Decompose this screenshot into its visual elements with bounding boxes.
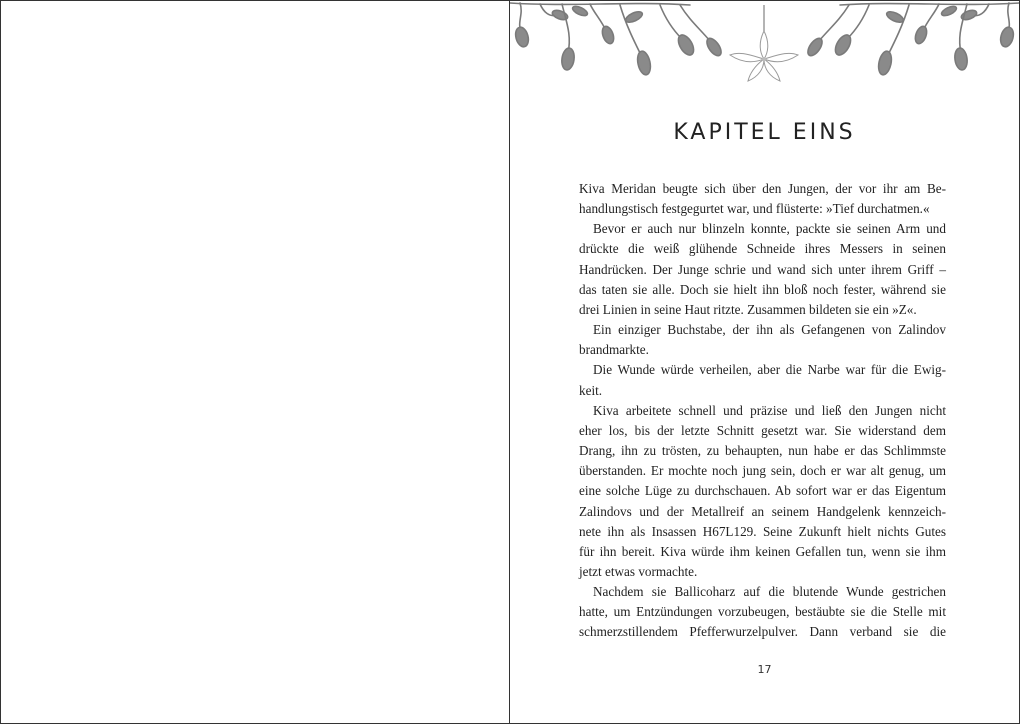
chapter-title: KAPITEL EINS [673, 119, 856, 145]
text-line: eher los, bis der letzte Schnitt gesetzt war. Sie widerstand dem [579, 422, 946, 438]
text-line: Drang, ihn zu trösten, zu behaupten, nun habe er das Schlimmste [579, 443, 946, 459]
hanging-vines-ornament [510, 1, 1019, 93]
text-line: Kiva arbeitete schnell und präzise und ließ den Jungen nicht [593, 402, 946, 418]
text-line: Kiva Meridan beugte sich über den Jungen, der vor ihr am Be- [579, 181, 946, 196]
text-line: drückte die weiß glühende Schneide ihres Messers in seinen [579, 241, 946, 257]
text-line: Nachdem sie Ballicoharz auf die blutende Wunde gestrichen [593, 584, 946, 600]
text-line: brandmarkte. [579, 342, 649, 358]
left-page-blank [1, 1, 510, 723]
text-line: Bevor er auch nur blinzeln konnte, packte sie seinen Arm und [593, 221, 946, 237]
right-page [510, 1, 1019, 723]
text-line: das taten sie alle. Doch sie hielt ihn bloß noch fester, während sie [579, 281, 946, 297]
chapter-body-text [579, 179, 946, 643]
text-line: Die Wunde würde verheilen, aber die Narbe war für die Ewig- [593, 362, 946, 378]
text-line: eine solche Lüge zu durchschauen. Ab sofort war er das Eigentum [579, 483, 946, 499]
text-line: überstanden. Er mochte noch jung sein, doch er war alt genug, um [579, 463, 946, 479]
text-line: Handrücken. Der Junge schrie und wand sich unter ihrem Griff – [579, 261, 946, 277]
text-line: für ihn bereit. Kiva würde ihm keinen Gefallen tun, wenn sie ihm [579, 543, 946, 559]
text-line: hatte, um Entzündungen vorzubeugen, bestäubte sie die Stelle mit [579, 604, 946, 620]
text-line: nete ihn als Insassen H67L129. Seine Zukunft hielt nichts Gutes [579, 523, 946, 539]
text-line: Ein einziger Buchstabe, der ihn als Gefangenen von Zalindov [593, 322, 946, 338]
page-number: 17 [757, 663, 772, 676]
text-line: drei Linien in seine Haut ritzte. Zusammen bildeten sie ein »Z«. [579, 301, 917, 317]
text-line: keit. [579, 382, 603, 398]
lily-flower-icon [730, 5, 798, 81]
text-line: handlungstisch festgegurtet war, und flüsterte: »Tief durchatmen.« [579, 201, 930, 217]
text-line: Zalindovs und der Metallreif an seinem Handgelenk kennzeich- [579, 503, 946, 519]
text-line: schmerzstillendem Pfefferwurzelpulver. Dann verband sie die [579, 624, 946, 640]
text-line: jetzt etwas vormachte. [579, 563, 698, 579]
